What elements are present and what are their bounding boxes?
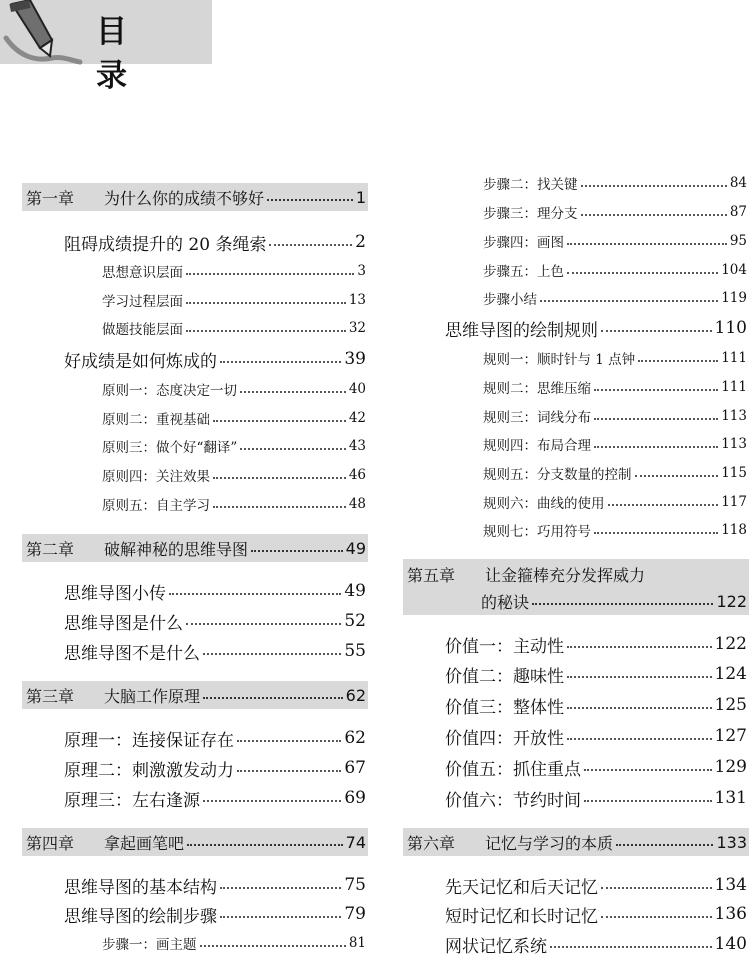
toc-entry[interactable]: 原则一：态度决定一切 40 xyxy=(102,381,366,399)
page-title: 目 录 xyxy=(96,14,157,94)
toc-entry[interactable]: 价值四：开放性 127 xyxy=(445,726,747,749)
toc-entry[interactable]: 原理一：连接保证存在 62 xyxy=(64,728,366,751)
toc-entry[interactable]: 规则一：顺时针与 1 点钟 111 xyxy=(483,350,747,368)
toc-entry[interactable]: 规则五：分支数量的控制 115 xyxy=(483,465,747,483)
toc-entry[interactable]: 原则五：自主学习 48 xyxy=(102,496,366,514)
toc-entry[interactable]: 思维导图小传 49 xyxy=(64,581,366,604)
toc-entry[interactable]: 步骤四：画图 95 xyxy=(483,233,747,251)
toc-entry[interactable]: 规则七：巧用符号 118 xyxy=(483,522,747,540)
toc-entry[interactable]: 步骤五：上色 104 xyxy=(483,262,747,280)
toc-entry[interactable]: 思想意识层面 3 xyxy=(102,263,366,281)
toc-entry[interactable]: 价值三：整体性 125 xyxy=(445,695,747,718)
toc-entry[interactable]: 规则四：布局合理 113 xyxy=(483,436,747,454)
toc-entry[interactable]: 阻碍成绩提升的 20 条绳索 2 xyxy=(64,232,366,255)
chapter-1-heading[interactable] xyxy=(22,183,368,211)
toc-entry[interactable]: 思维导图的绘制步骤 79 xyxy=(64,904,366,927)
chapter-6-heading[interactable]: 第六章 记忆与学习的本质 133 xyxy=(403,828,749,856)
chapter-number: 第一章 xyxy=(26,188,75,208)
toc-entry[interactable]: 做题技能层面 32 xyxy=(102,320,366,338)
toc-entry[interactable]: 思维导图是什么 52 xyxy=(64,611,366,634)
chapter-4-heading[interactable]: 第四章 拿起画笔吧 74 xyxy=(22,828,368,856)
toc-entry[interactable]: 好成绩是如何炼成的 39 xyxy=(64,349,366,372)
toc-entry[interactable]: 步骤二：找关键 84 xyxy=(483,175,747,193)
toc-entry[interactable]: 学习过程层面 13 xyxy=(102,292,366,310)
toc-entry[interactable]: 规则三：词线分布 113 xyxy=(483,408,747,426)
toc-entry[interactable]: 价值五：抓住重点 129 xyxy=(445,757,747,780)
toc-entry[interactable]: 规则二：思维压缩 111 xyxy=(483,379,747,397)
toc-entry[interactable]: 原理三：左右逢源 69 xyxy=(64,788,366,811)
toc-entry[interactable]: 原则四：关注效果 46 xyxy=(102,467,366,485)
leader-dots xyxy=(267,199,353,201)
toc-entry[interactable]: 原理二：刺激激发动力 67 xyxy=(64,758,366,781)
toc-entry[interactable]: 先天记忆和后天记忆 134 xyxy=(445,875,747,898)
toc-entry[interactable]: 规则六：曲线的使用 117 xyxy=(483,494,747,512)
toc-entry[interactable]: 思维导图的基本结构 75 xyxy=(64,875,366,898)
pencil-icon xyxy=(0,0,90,70)
toc-entry[interactable]: 原则二：重视基础 42 xyxy=(102,410,366,428)
toc-entry[interactable]: 网状记忆系统 140 xyxy=(445,934,747,957)
toc-entry[interactable]: 步骤小结 119 xyxy=(483,290,747,308)
page-number: 1 xyxy=(355,187,366,207)
chapter-5-heading[interactable]: 第五章 让金箍棒充分发挥威力 的秘诀 122 xyxy=(403,559,749,615)
toc-entry[interactable]: 步骤三：理分支 87 xyxy=(483,204,747,222)
toc-entry[interactable]: 价值二：趣味性 124 xyxy=(445,664,747,687)
toc-header xyxy=(0,0,212,94)
toc-entry[interactable]: 短时记忆和长时记忆 136 xyxy=(445,904,747,927)
toc-entry[interactable]: 步骤一：画主题 81 xyxy=(102,935,366,953)
chapter-3-heading[interactable]: 第三章 大脑工作原理 62 xyxy=(22,681,368,709)
toc-entry[interactable]: 思维导图不是什么 55 xyxy=(64,641,366,664)
chapter-title: 为什么你的成绩不够好 xyxy=(104,188,265,208)
toc-entry[interactable]: 原则三：做个好“翻译” 43 xyxy=(102,438,366,456)
toc-entry[interactable]: 价值一：主动性 122 xyxy=(445,634,747,657)
chapter-2-heading[interactable]: 第二章 破解神秘的思维导图 49 xyxy=(22,534,368,562)
toc-entry[interactable]: 思维导图的绘制规则 110 xyxy=(445,318,747,341)
toc-entry[interactable]: 价值六：节约时间 131 xyxy=(445,788,747,811)
